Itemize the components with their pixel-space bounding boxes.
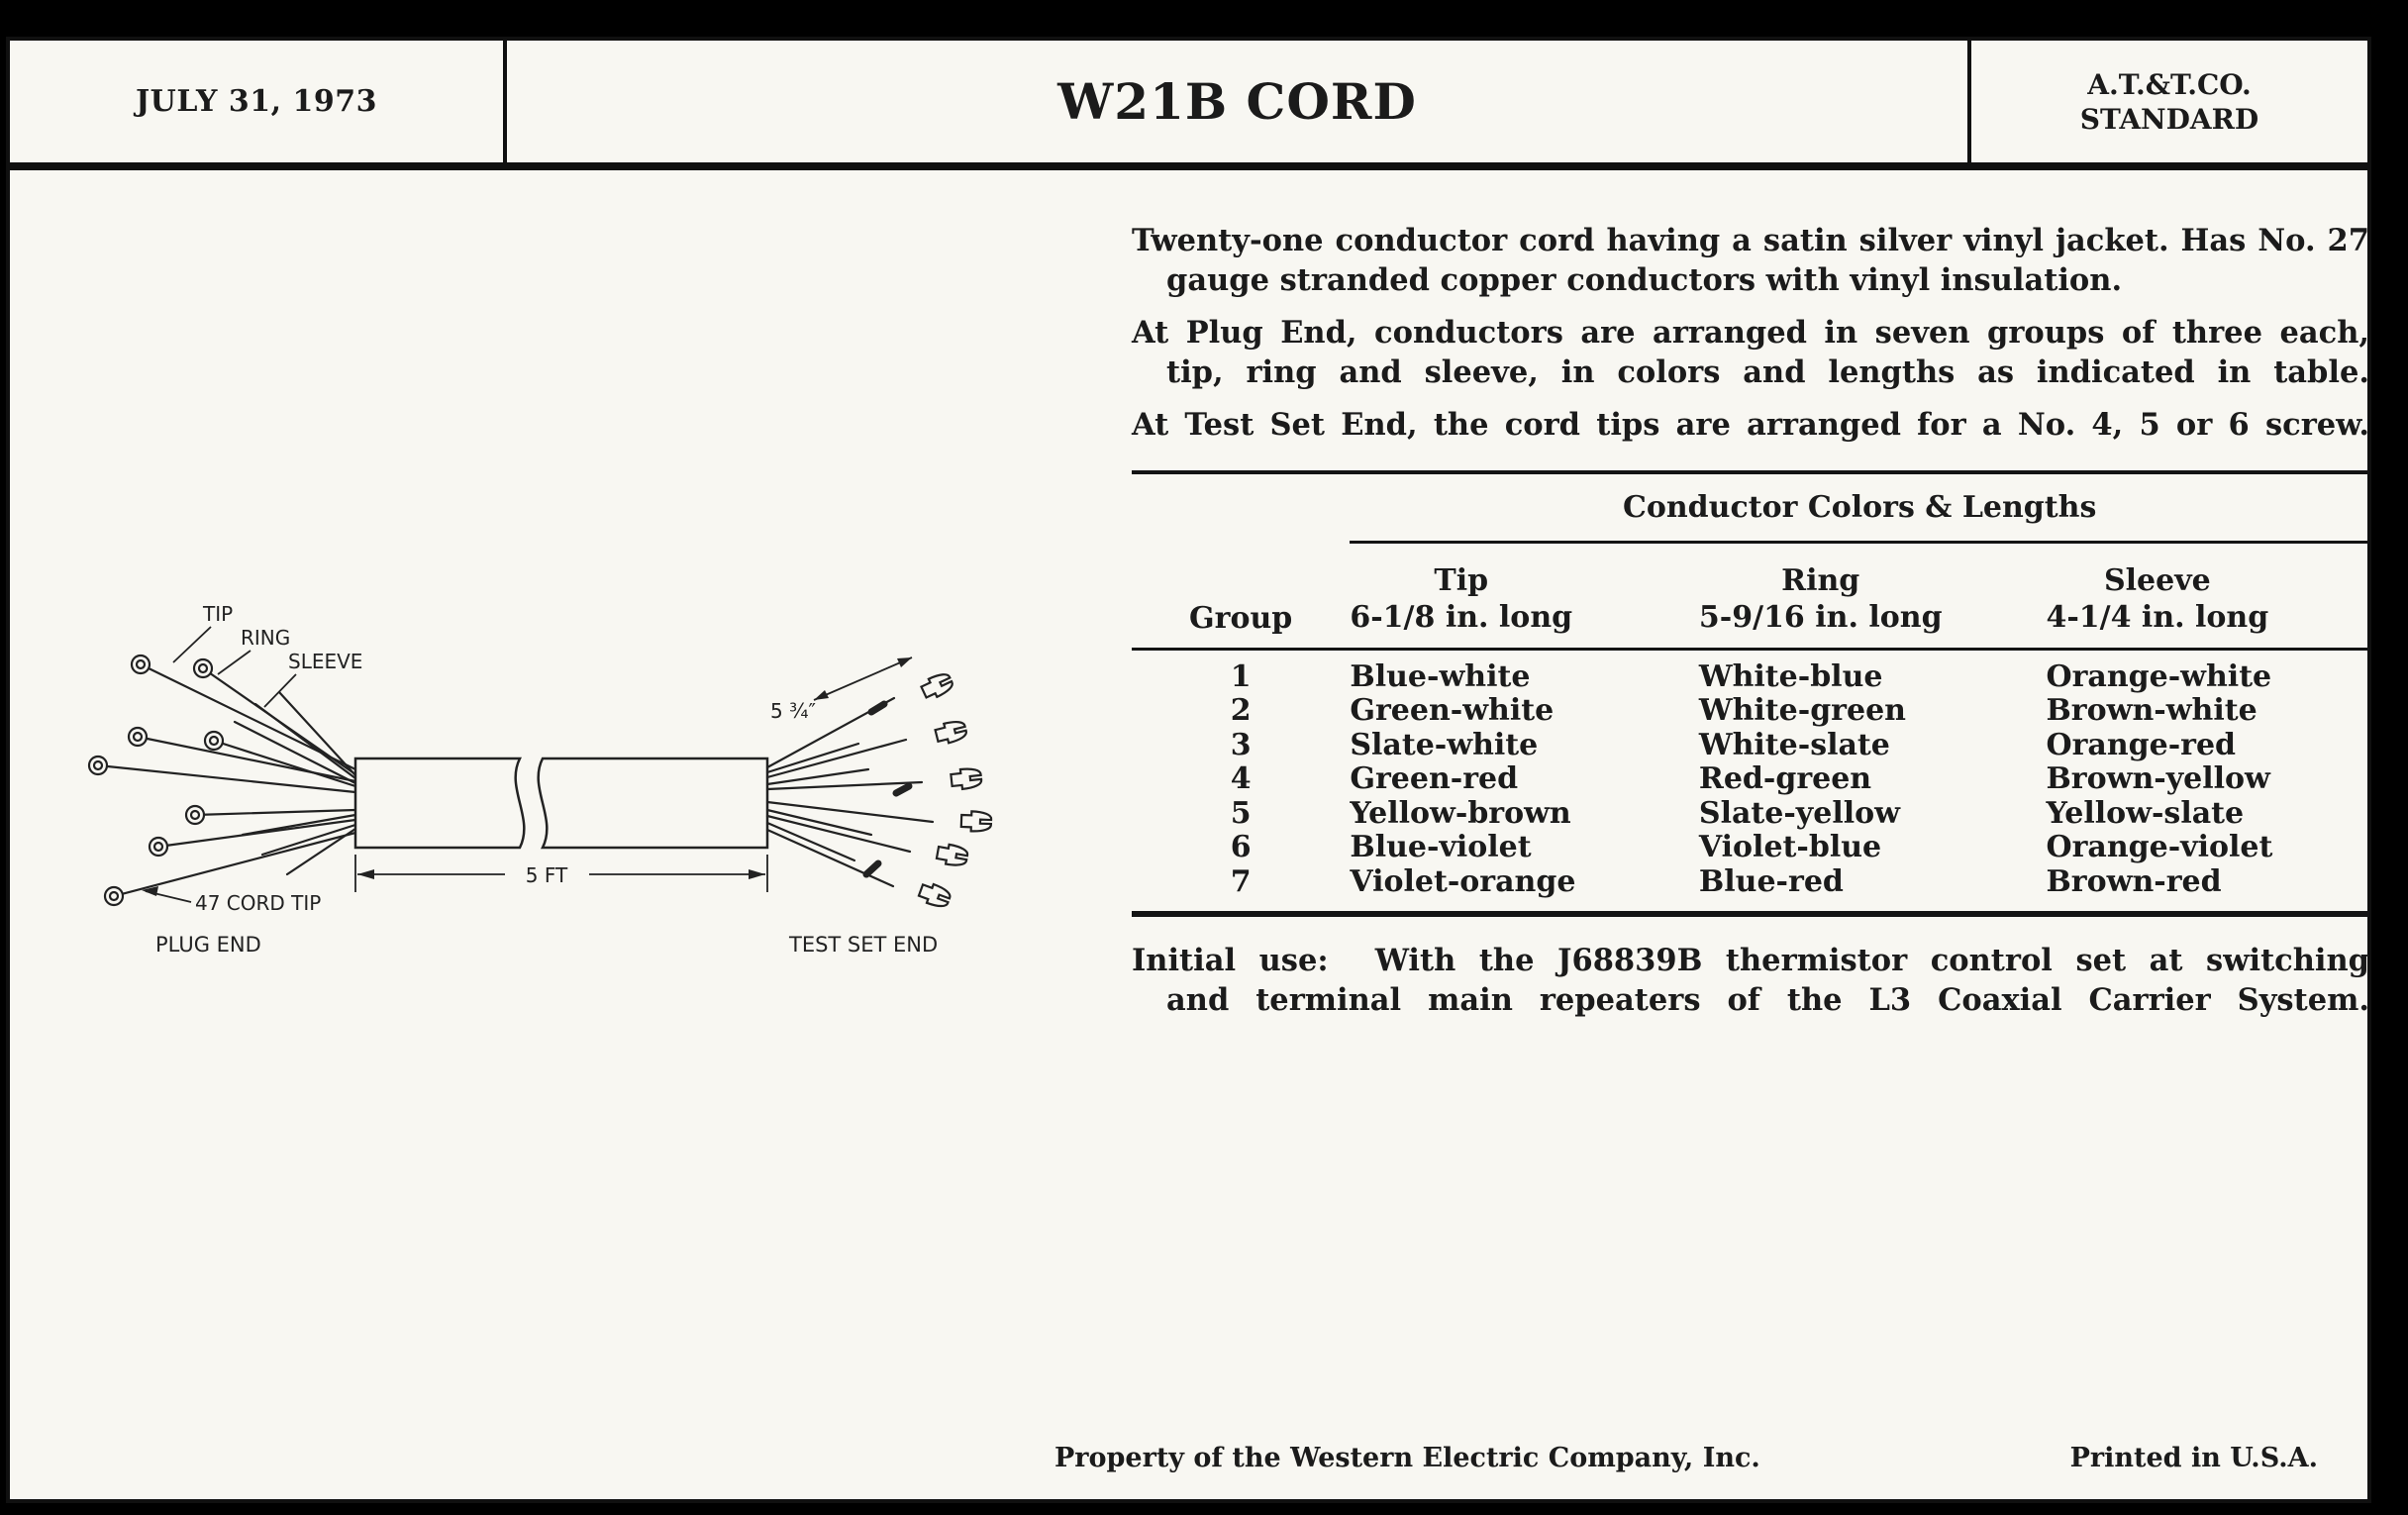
spade-terminals <box>918 670 992 909</box>
ring-terminal <box>105 887 123 905</box>
column-header-sleeve-length: 4-1/4 in. long <box>2046 599 2269 635</box>
paragraph-line: Twenty-one conductor cord having a satin silver vinyl jacket. Has No. 27 <box>1132 223 2369 258</box>
cell-group: 6 <box>1230 830 1252 864</box>
table-row <box>1132 729 2369 763</box>
cell-ring: White-green <box>1698 693 1906 728</box>
cell-sleeve: Orange-red <box>2046 727 2237 762</box>
table-title-spacer <box>1132 472 1350 542</box>
cord-diagram <box>84 605 995 973</box>
plug-end-label: PLUG END <box>155 933 261 957</box>
description-column <box>1132 221 2369 1033</box>
printed-in-notice: Printed in U.S.A. <box>2069 1443 2318 1473</box>
column-header-group: Group <box>1132 542 1350 649</box>
plug-end-paragraph <box>1132 313 2369 392</box>
paragraph-line: tip, ring and sleeve, in colors and lengths as indicated in table. <box>1166 354 2369 390</box>
ring-terminal <box>89 757 107 774</box>
table-title-row <box>1132 472 2369 542</box>
cell-sleeve: Orange-violet <box>2046 830 2273 864</box>
cell-ring: Slate-yellow <box>1698 795 1900 831</box>
paragraph-line: and terminal main repeaters of the L3 Coaxial Carrier System. <box>1166 982 2369 1018</box>
paragraph-line: gauge stranded copper conductors with vinyl insulation. <box>1166 262 2123 298</box>
standard-designation <box>1967 41 2367 162</box>
table-header-row <box>1132 542 2369 649</box>
spade-terminal <box>920 670 955 701</box>
table-row <box>1132 865 2369 915</box>
spade-terminal <box>961 811 992 832</box>
spade-terminal <box>936 843 968 867</box>
paragraph-line: At Test Set End, the cord tips are arranged for a No. 4, 5 or 6 screw. <box>1132 407 2369 443</box>
paragraph-line: At Plug End, conductors are arranged in seven groups of three each, <box>1132 315 2369 351</box>
cell-tip: Blue-violet <box>1350 830 1532 864</box>
cell-group: 2 <box>1230 693 1252 728</box>
column-header-tip-block <box>1350 562 1572 636</box>
column-header-tip-length: 6-1/8 in. long <box>1350 599 1573 635</box>
tip-length-dimension <box>814 657 912 700</box>
table-row <box>1132 649 2369 694</box>
paragraph-line: Initial use: With the J68839B thermistor control set at switching <box>1132 943 2369 978</box>
table-title: Conductor Colors & Lengths <box>1350 472 2369 542</box>
cell-tip: Blue-white <box>1350 658 1531 694</box>
dimension-arrowhead <box>749 869 765 879</box>
cell-group: 4 <box>1230 761 1252 796</box>
cell-ring: Blue-red <box>1698 863 1844 899</box>
jacket-description-paragraph <box>1132 221 2369 300</box>
cell-ring: Red-green <box>1698 761 1872 796</box>
cell-tip: Violet-orange <box>1350 863 1576 899</box>
spade-terminal <box>935 719 968 746</box>
wire-fan-right <box>767 698 933 886</box>
column-header-ring <box>1699 542 2047 649</box>
cell-sleeve: Orange-white <box>2046 658 2272 694</box>
standard-label: STANDARD <box>2079 102 2259 136</box>
cell-group: 5 <box>1230 795 1252 831</box>
column-header-sleeve-block <box>2046 562 2268 636</box>
column-header-ring-length: 5-9/16 in. long <box>1698 599 1943 635</box>
cell-ring: White-slate <box>1698 727 1890 762</box>
ring-terminal <box>132 656 150 673</box>
ring-terminal <box>129 728 147 746</box>
property-notice: Property of the Western Electric Company, Inc. <box>1054 1443 1760 1473</box>
column-header-tip <box>1350 542 1699 649</box>
cell-sleeve: Brown-white <box>2046 693 2258 728</box>
column-header-ring-name: Ring <box>1781 562 1860 598</box>
ring-terminal <box>150 838 167 856</box>
table-row <box>1132 694 2369 729</box>
document-sheet <box>6 37 2371 1503</box>
cell-tip: Slate-white <box>1350 727 1539 762</box>
tip-length-label: 5 ¾″ <box>770 699 816 723</box>
test-set-end-paragraph <box>1132 405 2369 445</box>
sleeve-label: SLEEVE <box>288 650 363 673</box>
cell-group: 3 <box>1230 727 1252 762</box>
issue-date: JULY 31, 1973 <box>135 84 378 119</box>
dimension-arrowhead <box>814 690 829 700</box>
column-header-sleeve-name: Sleeve <box>2103 562 2211 598</box>
ring-label: RING <box>241 626 291 650</box>
column-header-ring-block <box>1699 562 1943 636</box>
ring-terminal <box>186 806 204 824</box>
cell-group: 7 <box>1230 863 1252 899</box>
cord-diagram-svg <box>84 605 995 973</box>
document-header <box>10 41 2367 170</box>
cell-group: 1 <box>1230 658 1252 694</box>
ring-terminal <box>205 732 223 750</box>
dimension-arrowhead <box>357 869 374 879</box>
cable-body <box>355 758 767 848</box>
cord-length-label: 5 FT <box>525 863 568 887</box>
initial-use-paragraph <box>1132 941 2369 1020</box>
document-title: W21B CORD <box>503 41 1967 162</box>
ring-terminals <box>89 656 223 905</box>
table-row <box>1132 831 2369 865</box>
cell-tip: Green-white <box>1350 693 1555 728</box>
cell-ring: White-blue <box>1698 658 1883 694</box>
table-row <box>1132 762 2369 797</box>
conductor-colors-table <box>1132 470 2369 917</box>
spade-terminal <box>951 767 982 790</box>
cell-sleeve: Yellow-slate <box>2046 795 2245 831</box>
wire-fan-left <box>98 664 355 896</box>
test-set-end-label: TEST SET END <box>789 933 939 957</box>
table-row <box>1132 797 2369 832</box>
spade-terminal <box>918 881 953 910</box>
cell-tip: Yellow-brown <box>1350 795 1571 831</box>
tip-label: TIP <box>203 605 234 626</box>
cell-sleeve: Brown-red <box>2046 863 2222 899</box>
cord-tip-label: 47 CORD TIP <box>195 891 322 915</box>
column-header-sleeve <box>2046 542 2369 649</box>
org-name: A.T.&T.CO. <box>2087 67 2252 101</box>
cell-ring: Violet-blue <box>1698 830 1882 864</box>
ring-terminal <box>194 659 212 677</box>
cell-sleeve: Brown-yellow <box>2046 761 2270 796</box>
dimension-arrowhead <box>897 657 912 667</box>
column-header-tip-name: Tip <box>1434 562 1489 598</box>
cell-tip: Green-red <box>1350 761 1519 796</box>
